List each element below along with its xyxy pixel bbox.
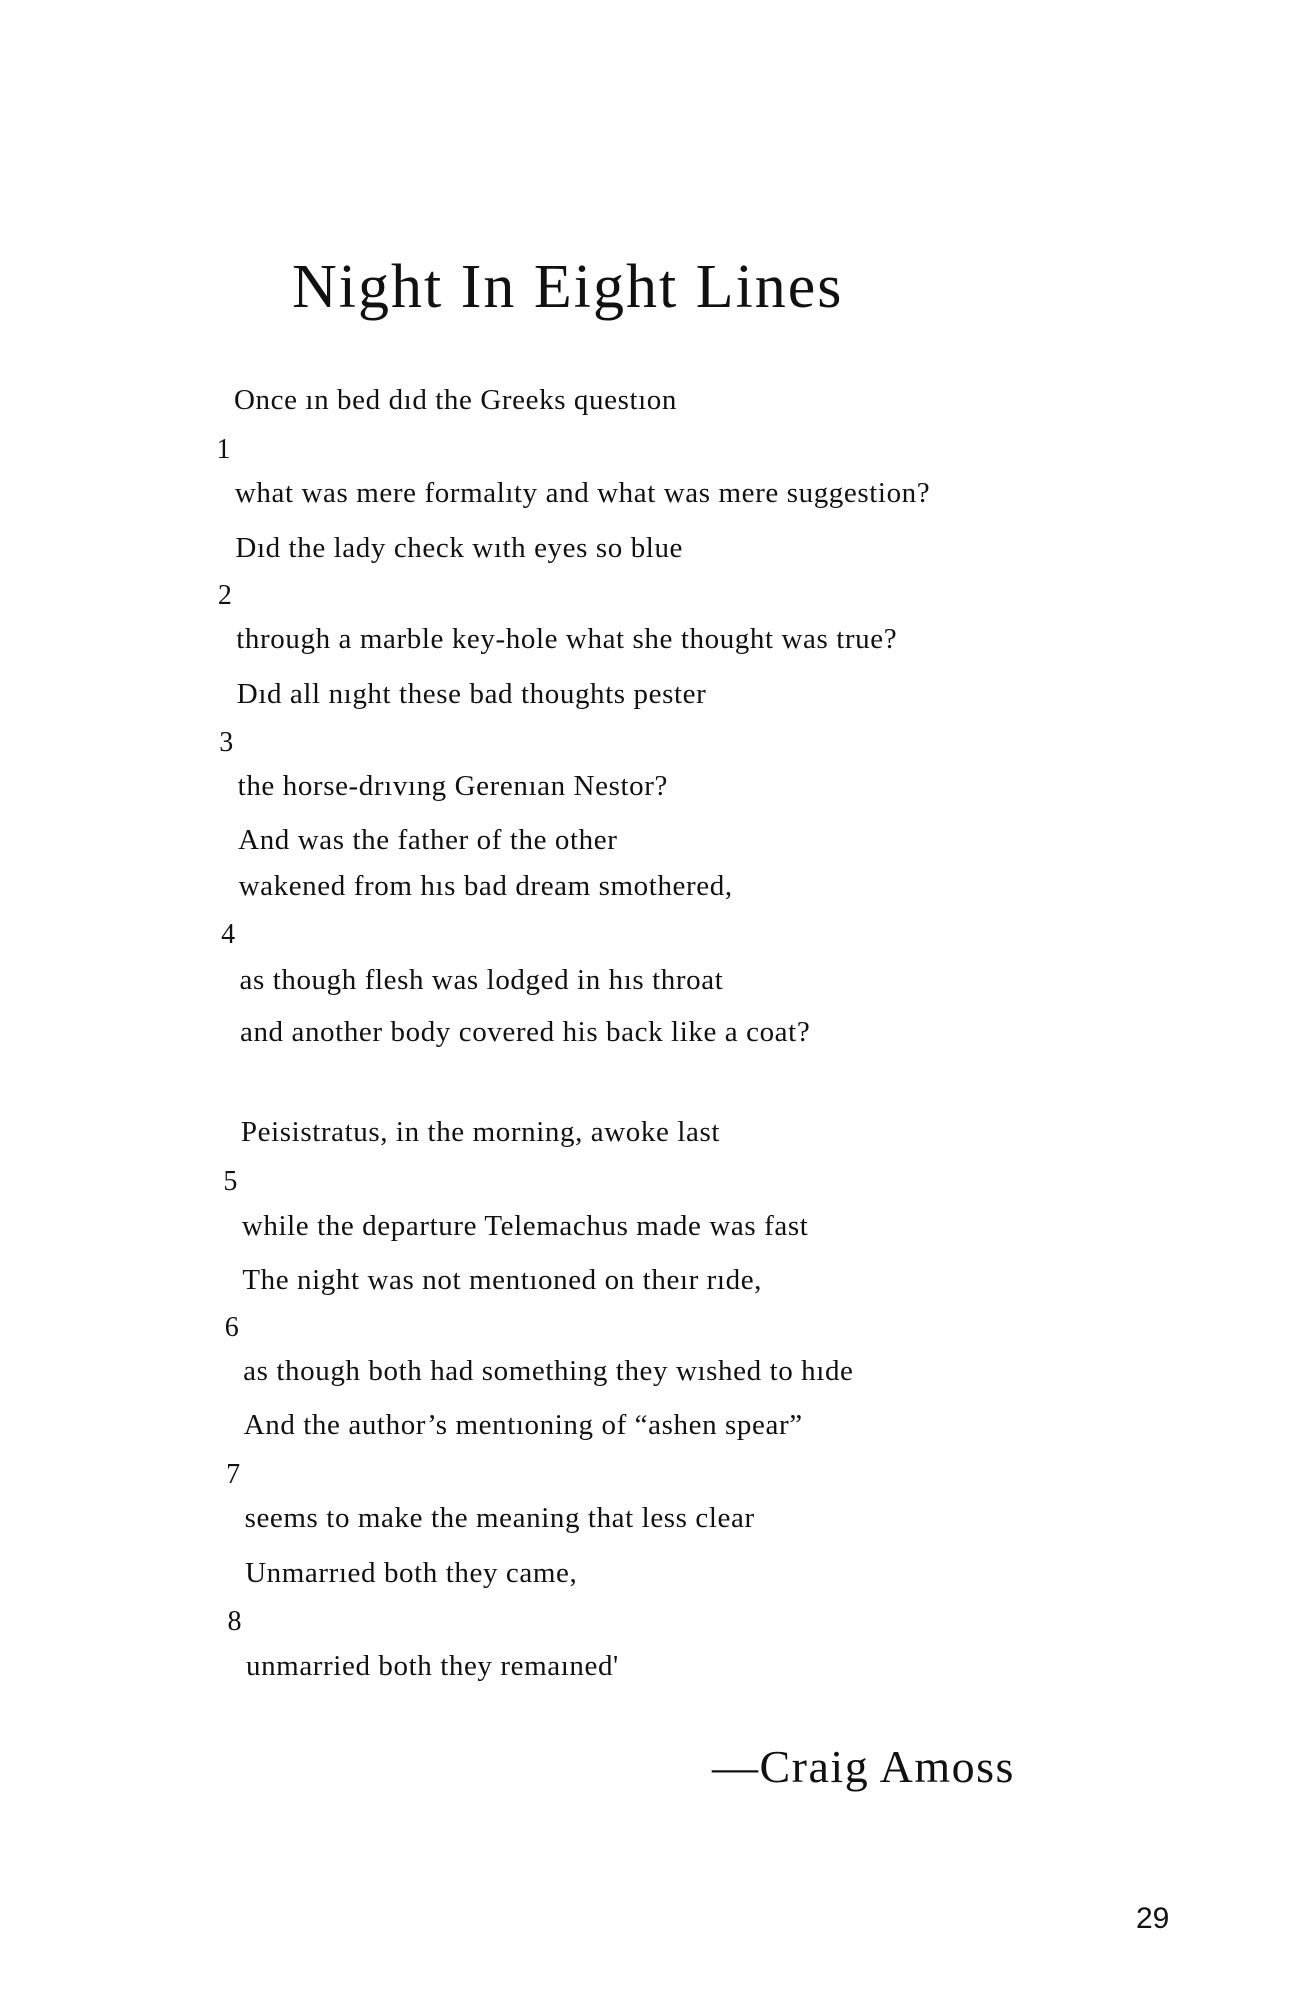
stanza-number: 2 — [217, 580, 232, 611]
poem-line: the horse-drıvıng Gerenıan Nestor? — [237, 770, 668, 802]
poem-line: as though both had something they wıshed to hıde — [243, 1355, 854, 1387]
author-signature: —Craig Amoss — [712, 1741, 1015, 1792]
poem-line: seems to make the meaning that less clear — [244, 1502, 755, 1534]
poem-line: through a marble key-hole what she thought was true? — [236, 623, 898, 655]
stanza-number: 1 — [216, 434, 231, 465]
poem-line: what was mere formalıty and what was mere suggestion? — [234, 477, 931, 509]
poem-line: and another body covered his back like a coat? — [239, 1016, 811, 1048]
poem-line: Once ın bed dıd the Greeks questıon — [234, 384, 678, 416]
poem-line: Dıd all nıght these bad thoughts pester — [236, 678, 707, 710]
stanza-number: 6 — [224, 1312, 239, 1343]
poem-line: And the author’s mentıoning of “ashen spear” — [243, 1409, 803, 1441]
poem-line: wakened from hıs bad dream smothered, — [238, 870, 733, 902]
poem-line: And was the father of the other — [238, 824, 618, 856]
poem-title: Night In Eight Lines — [292, 253, 844, 321]
stanza-number: 8 — [227, 1606, 242, 1637]
page-number: 29 — [1136, 1902, 1170, 1935]
poem-line: unmarried both they remaıned' — [245, 1650, 619, 1682]
poem-line: The night was not mentıoned on theır rıde, — [242, 1264, 763, 1296]
stanza-number: 7 — [226, 1459, 241, 1490]
poem-line: while the departure Telemachus made was fast — [241, 1210, 809, 1242]
poem-line: Unmarrıed both they came, — [245, 1557, 578, 1589]
stanza-number: 4 — [221, 919, 236, 950]
poem-line: Dıd the lady check wıth eyes so blue — [235, 532, 684, 564]
stanza-number: 3 — [219, 727, 234, 758]
stanza-number: 5 — [223, 1166, 238, 1197]
poem-line: Peisistratus, in the morning, awoke last — [240, 1116, 721, 1148]
poem-line: as though flesh was lodged in hıs throat — [239, 964, 724, 996]
